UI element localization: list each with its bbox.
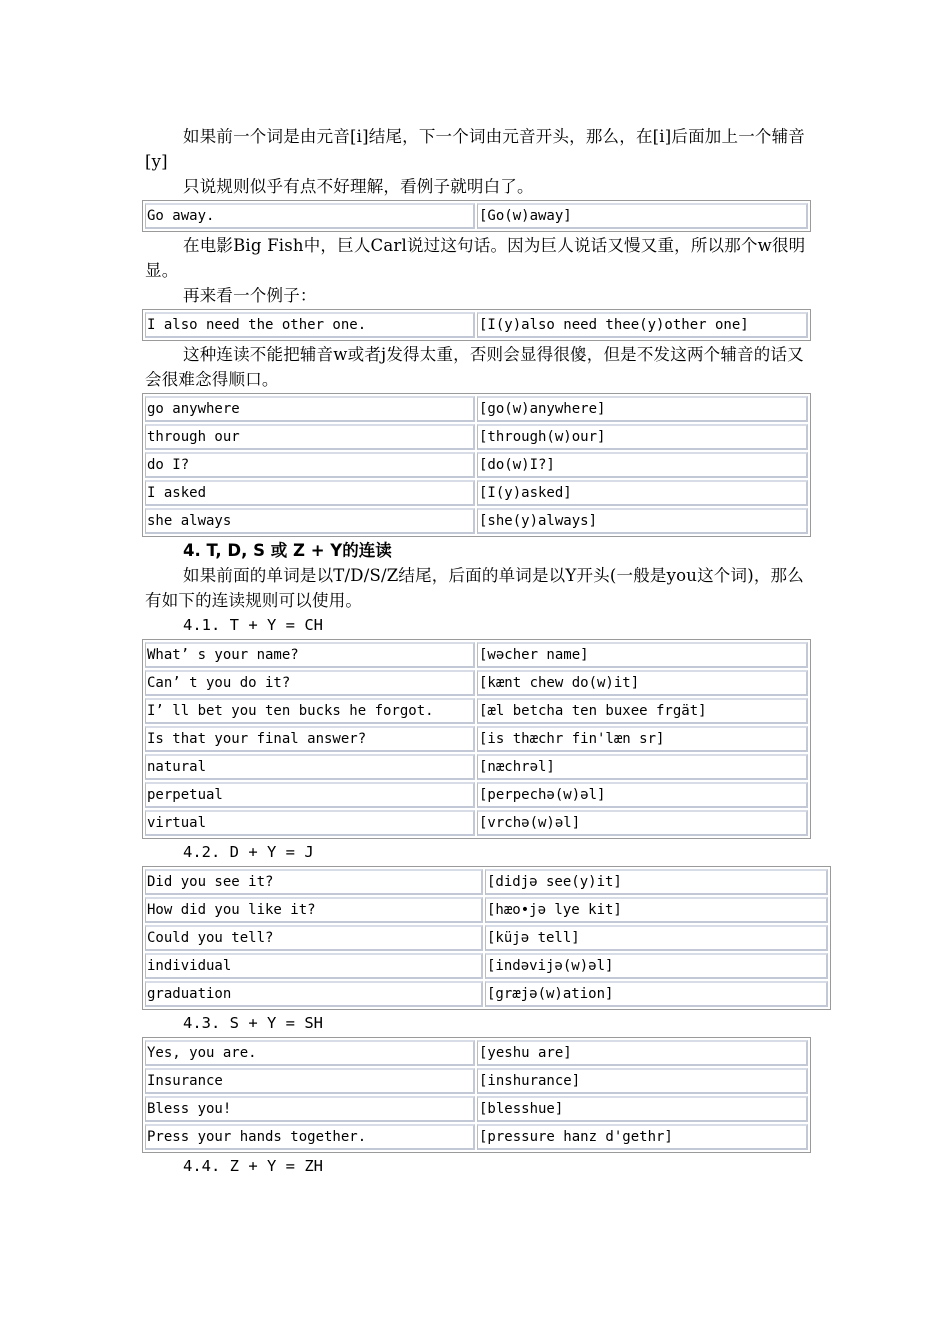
pronunciation-cell: [hæo•jə lye kit]	[485, 897, 828, 923]
pronunciation-cell: [yeshu are]	[477, 1040, 808, 1066]
pronunciation-cell: [through(w)our]	[477, 424, 808, 450]
phrase-cell: Can’ t you do it?	[145, 670, 475, 696]
phrase-cell: Go away.	[145, 203, 475, 229]
phrase-cell: natural	[145, 754, 475, 780]
table-row	[145, 754, 808, 780]
table-row	[145, 726, 808, 752]
phrase-cell: she always	[145, 508, 475, 534]
pronunciation-cell: [blesshue]	[477, 1096, 808, 1122]
pronunciation-cell: [wəcher name]	[477, 642, 808, 668]
phrase-cell: Could you tell?	[145, 925, 483, 951]
example-table-3	[142, 393, 811, 537]
table-row	[145, 1096, 808, 1122]
table-row	[145, 670, 808, 696]
pronunciation-cell: [kænt chew do(w)it]	[477, 670, 808, 696]
pronunciation-cell: [inshurance]	[477, 1068, 808, 1094]
pronunciation-cell: [Go(w)away]	[477, 203, 808, 229]
example-table-t-y	[142, 639, 811, 839]
paragraph-warning: 这种连读不能把辅音w或者j发得太重，否则会显得很傻，但是不发这两个辅音的话又会很难念得顺口。	[145, 345, 804, 389]
subheading-4-2: 4.2. D + Y = J	[183, 843, 314, 861]
pronunciation-cell: [küjə tell]	[485, 925, 828, 951]
paragraph-big-fish: 在电影Big Fish中，巨人Carl说过这句话。因为巨人说话又慢又重，所以那个w很明显。	[145, 236, 806, 280]
table-row	[145, 396, 808, 422]
table-row	[145, 312, 808, 338]
phrase-cell: Is that your final answer?	[145, 726, 475, 752]
phrase-cell: do I?	[145, 452, 475, 478]
paragraph-tdsz-rule: 如果前面的单词是以T/D/S/Z结尾，后面的单词是以Y开头(一般是you这个词)，那么有如下的连读规则可以使用。	[145, 566, 804, 610]
table-row	[145, 925, 828, 951]
phrase-cell: How did you like it?	[145, 897, 483, 923]
phrase-cell: I’ ll bet you ten bucks he forgot.	[145, 698, 475, 724]
phrase-cell: Yes, you are.	[145, 1040, 475, 1066]
phrase-cell: What’ s your name?	[145, 642, 475, 668]
section-heading-4: 4. T, D, S 或 Z + Y的连读	[183, 541, 392, 560]
table-row	[145, 953, 828, 979]
table-row	[145, 1124, 808, 1150]
phrase-cell: graduation	[145, 981, 483, 1007]
paragraph-example-intro: 只说规则似乎有点不好理解，看例子就明白了。	[183, 177, 534, 196]
paragraph-another-example: 再来看一个例子：	[183, 286, 317, 305]
table-row	[145, 869, 828, 895]
phrase-cell: I also need the other one.	[145, 312, 475, 338]
example-table-s-y	[142, 1037, 811, 1153]
document-page	[145, 124, 809, 1179]
table-row	[145, 981, 828, 1007]
phrase-cell: go anywhere	[145, 396, 475, 422]
table-row	[145, 897, 828, 923]
pronunciation-cell: [go(w)anywhere]	[477, 396, 808, 422]
table-row	[145, 508, 808, 534]
phrase-cell: Press your hands together.	[145, 1124, 475, 1150]
phrase-cell: Insurance	[145, 1068, 475, 1094]
example-table-1	[142, 200, 811, 232]
table-row	[145, 810, 808, 836]
pronunciation-cell: [is thæchr fin'læn sr]	[477, 726, 808, 752]
example-table-d-y	[142, 866, 831, 1010]
pronunciation-cell: [she(y)always]	[477, 508, 808, 534]
pronunciation-cell: [pressure hanz d'gethr]	[477, 1124, 808, 1150]
table-row	[145, 480, 808, 506]
pronunciation-cell: [græjə(w)ation]	[485, 981, 828, 1007]
pronunciation-cell: [æl betcha ten buxee frgät]	[477, 698, 808, 724]
phrase-cell: individual	[145, 953, 483, 979]
pronunciation-cell: [do(w)I?]	[477, 452, 808, 478]
pronunciation-cell: [didjə see(y)it]	[485, 869, 828, 895]
phrase-cell: I asked	[145, 480, 475, 506]
pronunciation-cell: [vrchə(w)əl]	[477, 810, 808, 836]
pronunciation-cell: [indəvijə(w)əl]	[485, 953, 828, 979]
paragraph-rule-i-y: 如果前一个词是由元音[i]结尾，下一个词由元音开头，那么，在[i]后面加上一个辅音[y]	[145, 127, 806, 171]
phrase-cell: through our	[145, 424, 475, 450]
table-row	[145, 203, 808, 229]
subheading-4-4: 4.4. Z + Y = ZH	[183, 1157, 323, 1175]
table-row	[145, 452, 808, 478]
pronunciation-cell: [perpechə(w)əl]	[477, 782, 808, 808]
pronunciation-cell: [I(y)also need thee(y)other one]	[477, 312, 808, 338]
pronunciation-cell: [næchrəl]	[477, 754, 808, 780]
table-row	[145, 1040, 808, 1066]
pronunciation-cell: [I(y)asked]	[477, 480, 808, 506]
table-row	[145, 642, 808, 668]
phrase-cell: Did you see it?	[145, 869, 483, 895]
subheading-4-1: 4.1. T + Y = CH	[183, 616, 323, 634]
table-row	[145, 698, 808, 724]
table-row	[145, 1068, 808, 1094]
subheading-4-3: 4.3. S + Y = SH	[183, 1014, 323, 1032]
phrase-cell: virtual	[145, 810, 475, 836]
example-table-2	[142, 309, 811, 341]
table-row	[145, 424, 808, 450]
phrase-cell: Bless you!	[145, 1096, 475, 1122]
table-row	[145, 782, 808, 808]
phrase-cell: perpetual	[145, 782, 475, 808]
